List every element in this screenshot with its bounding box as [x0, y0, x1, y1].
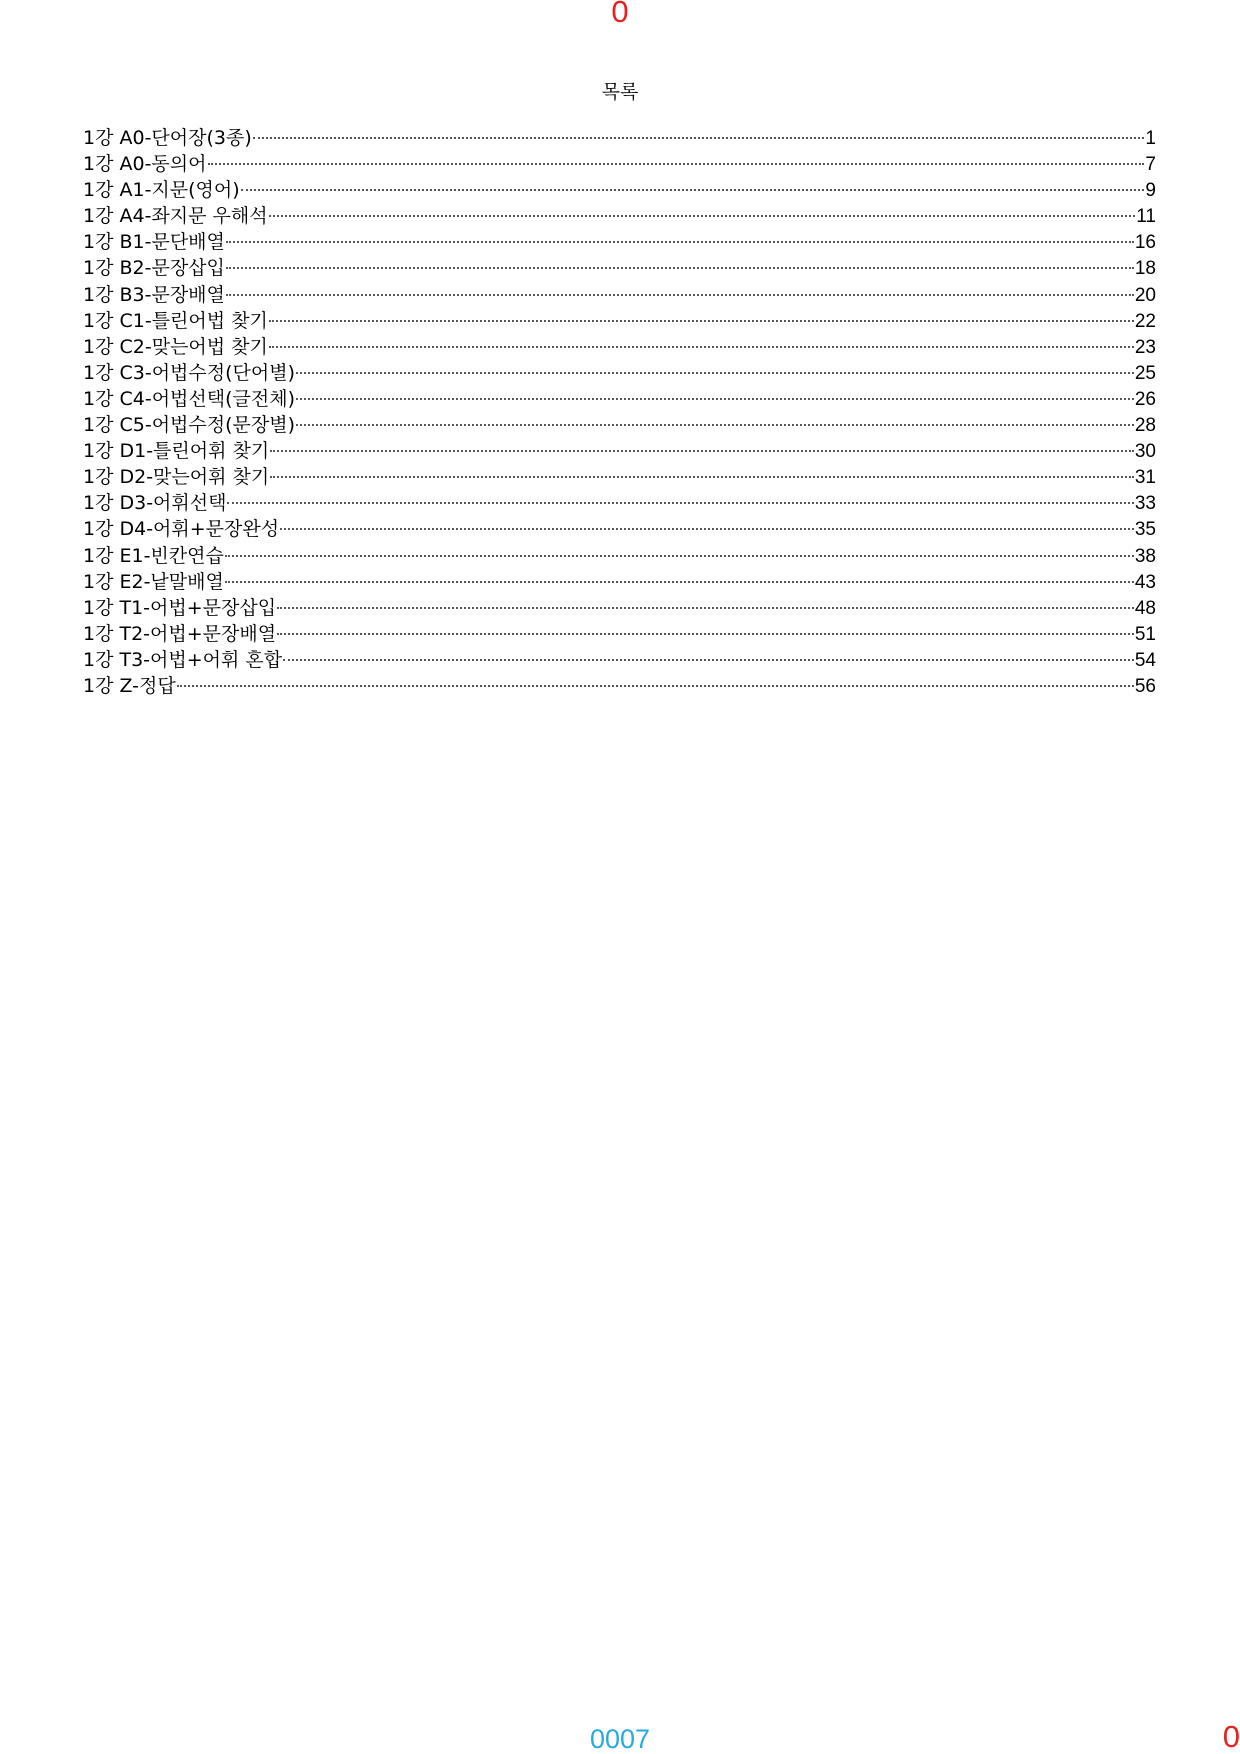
toc-entry-page-number: 56 [1134, 675, 1156, 697]
toc-entry[interactable] [83, 464, 1156, 490]
toc-entry-page-number: 43 [1134, 571, 1156, 593]
toc-entry[interactable] [83, 177, 1156, 203]
dot-leader [253, 137, 1145, 139]
toc-entry[interactable] [83, 543, 1156, 569]
toc-entry-label: 1강 E1-빈칸연습 [83, 544, 224, 567]
toc-entry-label: 1강 D4-어휘+문장완성 [83, 518, 280, 541]
toc-entry-page-number: 1 [1145, 128, 1156, 149]
toc-entry[interactable] [83, 386, 1156, 412]
toc-entry[interactable] [83, 282, 1156, 308]
toc-entry[interactable] [83, 490, 1156, 516]
toc-entry-label: 1강 C5-어법수정(문장별) [83, 414, 295, 437]
toc-entry-page-number: 51 [1134, 623, 1156, 645]
toc-entry-page-number: 28 [1134, 415, 1156, 437]
toc-entry-label: 1강 E2-낱말배열 [83, 570, 224, 593]
dot-leader [225, 581, 1134, 583]
toc-entry[interactable] [83, 334, 1156, 360]
dot-leader [277, 607, 1134, 609]
footer-page-code: 0007 [589, 1724, 651, 1754]
dot-leader [277, 633, 1134, 635]
toc-entry-label: 1강 T1-어법+문장삽입 [83, 596, 277, 619]
toc-entry-label: 1강 C4-어법선택(글전체) [83, 387, 295, 410]
toc-entry-label: 1강 T2-어법+문장배열 [83, 622, 277, 645]
toc-entry-label: 1강 C1-틀린어법 찾기 [83, 309, 268, 332]
toc-entry-page-number: 38 [1134, 545, 1156, 567]
dot-leader [227, 502, 1133, 504]
dot-leader [269, 320, 1134, 322]
footer-page-marker: 0 [1222, 1719, 1240, 1754]
toc-entry[interactable] [83, 621, 1156, 647]
toc-title: 목록 [601, 81, 639, 103]
toc-entry-page-number: 23 [1134, 336, 1156, 358]
toc-entry-label: 1강 B3-문장배열 [83, 283, 225, 306]
toc-entry[interactable] [83, 125, 1156, 151]
toc-entry-page-number: 18 [1134, 258, 1156, 280]
dot-leader [296, 424, 1134, 426]
toc-entry-page-number: 54 [1134, 649, 1156, 671]
dot-leader [280, 528, 1134, 530]
table-of-contents [83, 125, 1156, 699]
toc-entry-label: 1강 B2-문장삽입 [83, 257, 225, 280]
toc-entry-page-number: 30 [1134, 441, 1156, 463]
dot-leader [226, 267, 1134, 269]
toc-entry-label: 1강 D2-맞는어휘 찾기 [83, 466, 270, 489]
toc-entry-label: 1강 A0-동의어 [83, 153, 207, 176]
toc-entry[interactable] [83, 438, 1156, 464]
dot-leader [208, 163, 1145, 165]
toc-entry[interactable] [83, 308, 1156, 334]
toc-entry-page-number: 25 [1134, 362, 1156, 384]
toc-entry-label: 1강 C3-어법수정(단어별) [83, 361, 295, 384]
dot-leader [241, 189, 1145, 191]
toc-entry[interactable] [83, 203, 1156, 229]
toc-entry-label: 1강 B1-문단배열 [83, 231, 225, 254]
toc-entry-page-number: 35 [1134, 519, 1156, 541]
toc-entry-page-number: 9 [1145, 180, 1156, 202]
dot-leader [270, 476, 1134, 478]
dot-leader [269, 215, 1136, 217]
toc-entry[interactable] [83, 255, 1156, 281]
toc-entry-page-number: 26 [1134, 388, 1156, 410]
toc-entry-page-number: 20 [1134, 284, 1156, 306]
toc-entry-label: 1강 T3-어법+어휘 혼합 [83, 648, 283, 671]
toc-entry[interactable] [83, 673, 1156, 699]
dot-leader [269, 346, 1134, 348]
toc-entry[interactable] [83, 516, 1156, 542]
dot-leader [226, 241, 1134, 243]
dot-leader [283, 659, 1134, 661]
toc-entry[interactable] [83, 569, 1156, 595]
toc-entry[interactable] [83, 595, 1156, 621]
toc-entry-page-number: 31 [1134, 467, 1156, 489]
toc-entry-label: 1강 D1-틀린어휘 찾기 [83, 440, 270, 463]
dot-leader [296, 398, 1134, 400]
dot-leader [226, 294, 1134, 296]
toc-entry-label: 1강 Z-정답 [83, 674, 176, 697]
toc-entry[interactable] [83, 412, 1156, 438]
toc-entry-page-number: 48 [1134, 597, 1156, 619]
toc-entry-label: 1강 D3-어휘선택 [83, 492, 227, 515]
toc-entry[interactable] [83, 360, 1156, 386]
toc-entry[interactable] [83, 151, 1156, 177]
dot-leader [177, 685, 1134, 687]
toc-entry-label: 1강 A0-단어장(3종) [83, 127, 252, 149]
toc-entry[interactable] [83, 647, 1156, 673]
toc-entry-label: 1강 A4-좌지문 우해석 [83, 205, 268, 228]
toc-entry-page-number: 11 [1136, 206, 1156, 228]
toc-entry[interactable] [83, 229, 1156, 255]
toc-entry-page-number: 33 [1134, 493, 1156, 515]
toc-entry-label: 1강 A1-지문(영어) [83, 179, 240, 202]
dot-leader [270, 450, 1134, 452]
toc-entry-page-number: 16 [1134, 232, 1156, 254]
dot-leader [225, 555, 1134, 557]
dot-leader [296, 372, 1134, 374]
toc-entry-page-number: 7 [1145, 154, 1156, 176]
top-page-marker: 0 [611, 0, 629, 29]
toc-entry-label: 1강 C2-맞는어법 찾기 [83, 335, 268, 358]
toc-entry-page-number: 22 [1134, 310, 1156, 332]
